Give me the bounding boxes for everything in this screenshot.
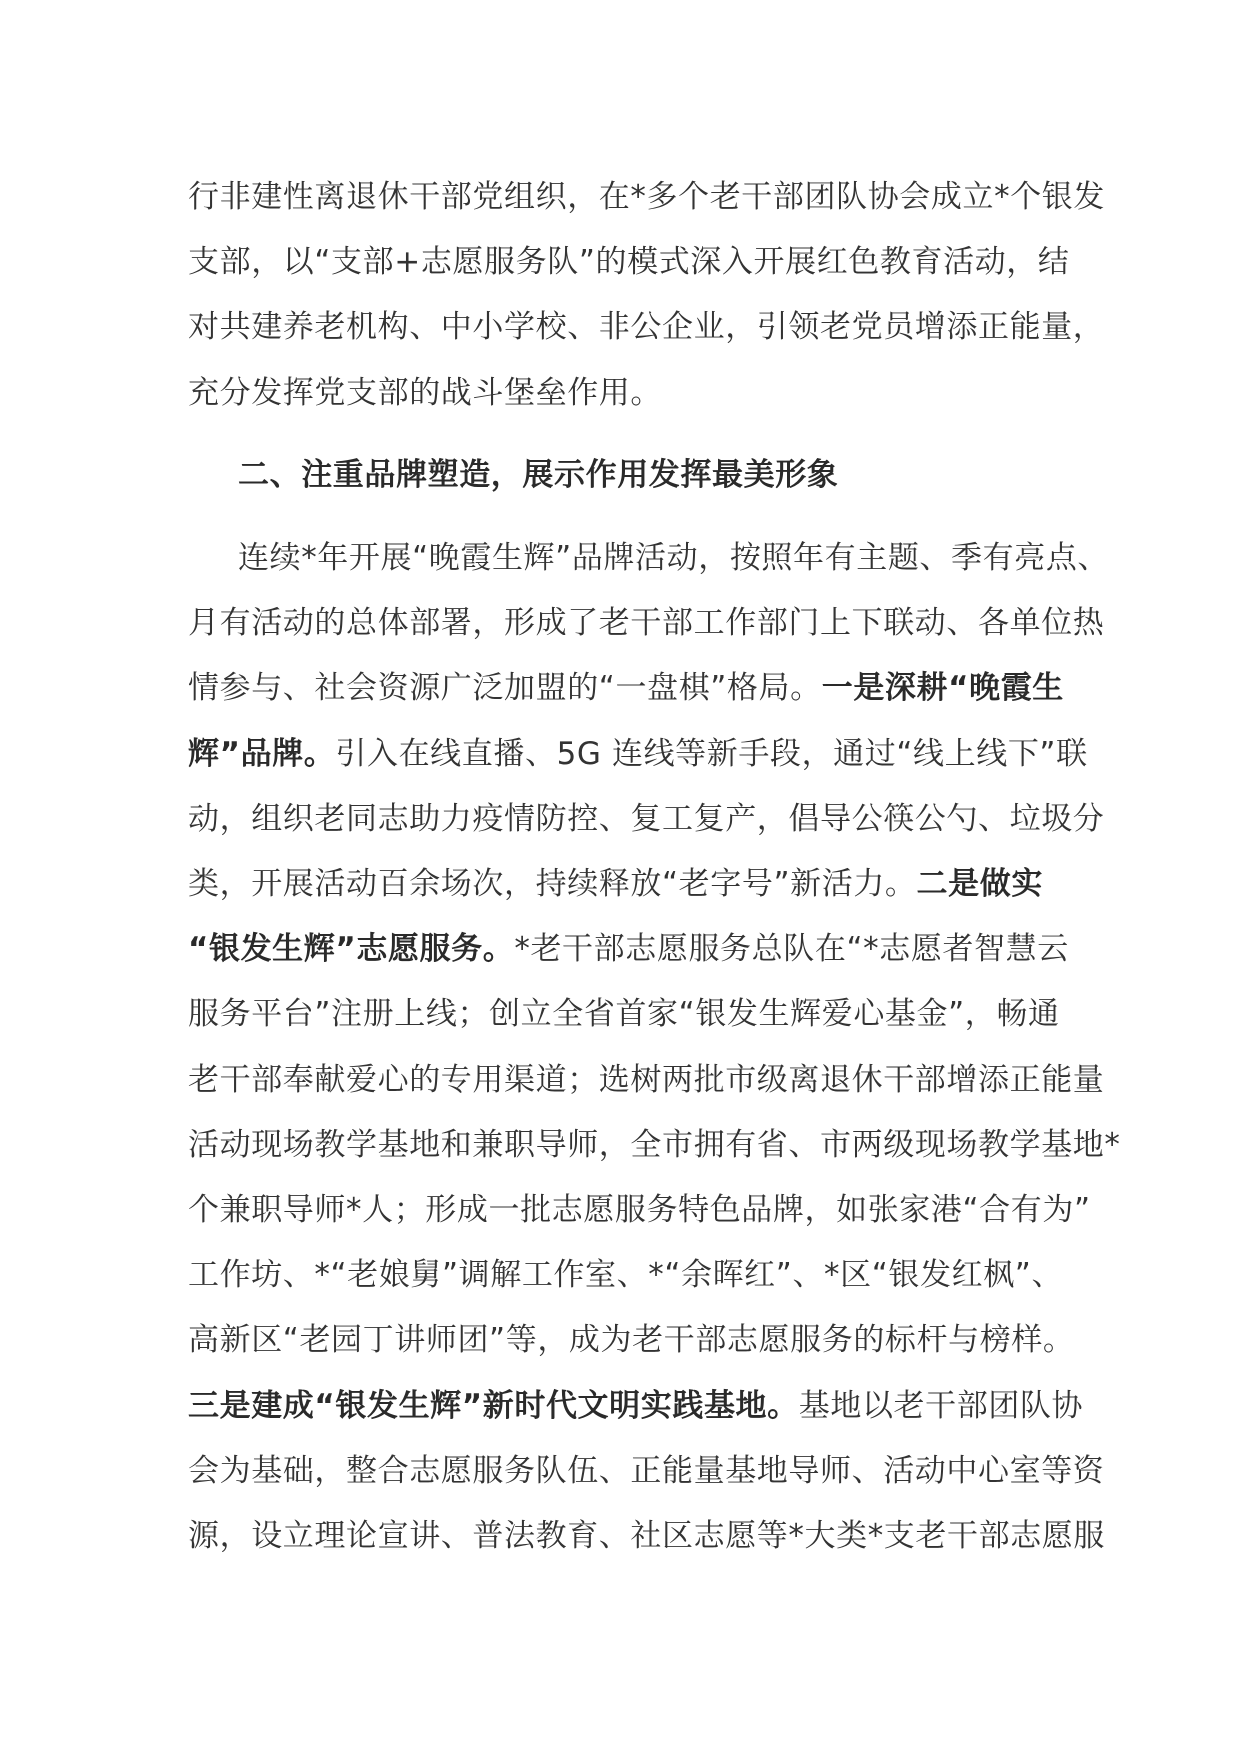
text-line — [188, 373, 662, 413]
text-line — [188, 734, 1088, 774]
text-run: 对共建养老机构、中小学校、非公企业，引领老党员增添正能量， — [188, 309, 1105, 346]
text-run: 连续*年开展“晚霞生辉”品牌活动，按照年有主题、季有亮点、 — [238, 540, 1110, 576]
bold-phrase: 辉”品牌。 — [188, 735, 336, 772]
text-run: 类，开展活动百余场次，持续释放“老字号”新活力。 — [188, 866, 917, 902]
text-line — [188, 307, 1104, 347]
text-run: 支部，以“支部+志愿服务队”的模式深入开展红色教育活动，结 — [188, 244, 1070, 281]
bold-phrase: 一是深耕“晚霞生 — [821, 670, 1064, 707]
text-run: 充分发挥党支部的战斗堡垒作用。 — [188, 374, 662, 411]
text-run: 高新区“老园丁讲师团”等，成为老干部志愿服务的标杆与榜样。 — [188, 1322, 1075, 1359]
text-line — [188, 1060, 1104, 1100]
text-line — [188, 668, 1064, 708]
section-heading: 二、注重品牌塑造，展示作用发挥最美形象 — [238, 457, 839, 493]
text-run: 基地以老干部团队协 — [798, 1387, 1084, 1424]
text-run: *老干部志愿服务总队在“*志愿者智慧云 — [514, 931, 1069, 968]
text-run: 月有活动的总体部署，形成了老干部工作部门上下联动、各单位热 — [188, 605, 1105, 642]
text-run: 活动现场教学基地和兼职导师，全市拥有省、市两级现场教学基地* — [188, 1126, 1121, 1163]
text-line — [188, 929, 1069, 969]
text-line — [188, 1516, 1105, 1556]
text-run: 工作坊、*“老娘舅”调解工作室、*“余晖红”、*区“银发红枫”、 — [188, 1257, 1064, 1294]
text-run: 会为基础，整合志愿服务队伍、正能量基地导师、活动中心室等资 — [188, 1452, 1105, 1489]
bold-phrase: 二是做实 — [916, 866, 1043, 902]
text-line — [188, 603, 1104, 643]
text-line — [188, 1386, 1083, 1426]
text-run: 引入在线直播、5G 连线等新手段，通过“线上线下”联 — [335, 735, 1088, 772]
text-line — [188, 242, 1070, 282]
text-line — [188, 1125, 1121, 1165]
text-line — [188, 177, 1105, 217]
text-line — [188, 1190, 1091, 1230]
text-run: 行非建性离退休干部党组织，在*多个老干部团队协会成立*个银发 — [188, 179, 1105, 215]
text-line — [188, 1451, 1104, 1491]
text-run: 个兼职导师*人；形成一批志愿服务特色品牌，如张家港“合有为” — [188, 1192, 1091, 1228]
text-line — [188, 1255, 1063, 1295]
bold-phrase: 三是建成“银发生辉”新时代文明实践基地。 — [188, 1387, 799, 1424]
text-line — [188, 994, 1060, 1034]
text-run: 动，组织老同志助力疫情防控、复工复产，倡导公筷公勺、垃圾分 — [188, 800, 1105, 837]
text-line — [188, 864, 1043, 904]
text-run: 服务平台”注册上线；创立全省首家“银发生辉爱心基金”，畅通 — [188, 996, 1060, 1033]
bold-phrase: “银发生辉”志愿服务。 — [188, 931, 515, 968]
text-run: 老干部奉献爱心的专用渠道；选树两批市级离退休干部增添正能量 — [188, 1061, 1105, 1098]
text-line — [188, 799, 1104, 839]
text-line — [238, 538, 1109, 578]
text-run: 情参与、社会资源广泛加盟的“一盘棋”格局。 — [188, 670, 822, 707]
text-run: 源，设立理论宣讲、普法教育、社区志愿等*大类*支老干部志愿服 — [188, 1518, 1105, 1554]
text-line — [188, 1320, 1075, 1360]
